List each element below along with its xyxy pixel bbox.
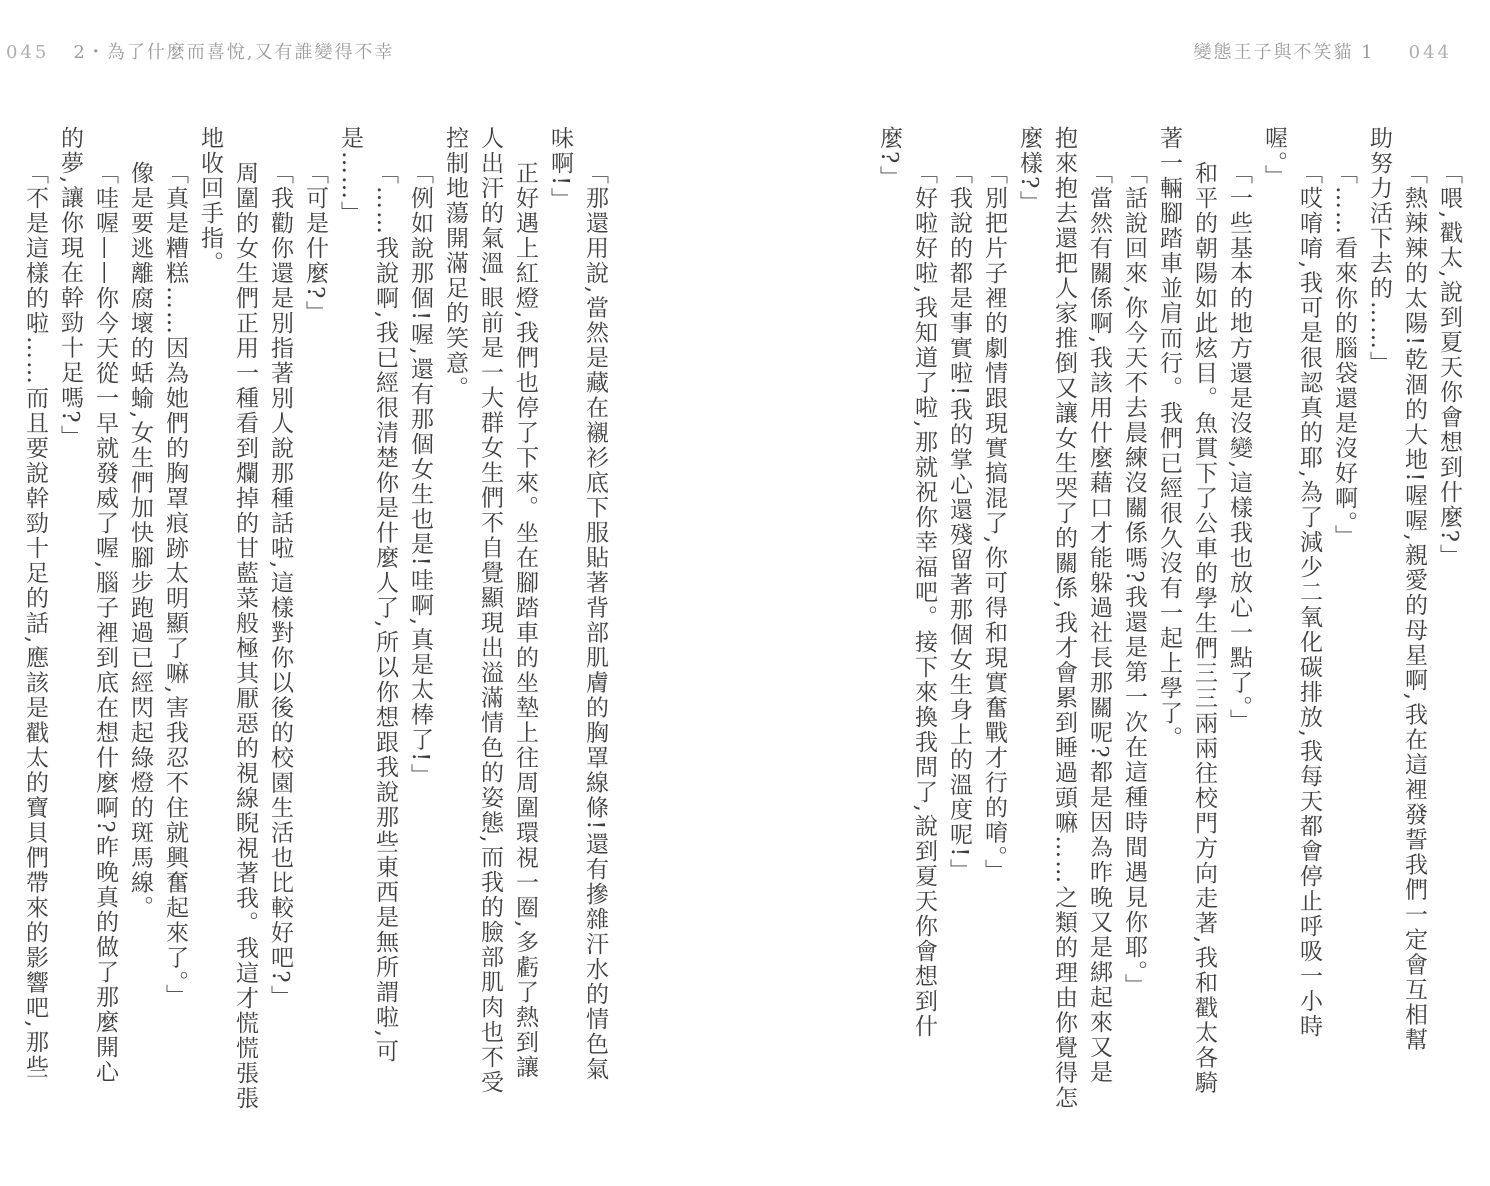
text-column: 「……我說啊,我已經很清楚你是什麼人了,所以你想跟我說那些東西是無所謂啦,可 [372,160,398,1064]
page-left-text [6,126,606,1134]
book-title: 變態王子與不笑貓 1 [1193,42,1375,63]
running-head-left [6,38,395,64]
text-column: 「不是這樣的啦……而且要說幹勁十足的話,應該是戳太的寶貝們帶來的影響吧,那些 [22,160,48,1080]
text-column: 「我說的都是事實啦!我的掌心還殘留著那個女生身上的溫度呢!」 [946,160,972,883]
text-column: 「話說回來,你今天不去晨練沒關係嗎?我還是第一次在這種時間遇見你耶。」 [1121,160,1147,998]
text-column: 「例如說那個!喔,還有那個女生也是!哇啊,真是太棒了!」 [407,160,433,788]
text-column: 人出汗的氣溫,眼前是一大群女生們不自覺顯現出溢滿情色的姿態,而我的臉部肌肉也不受 [477,126,503,1095]
text-column: 「那還用說,當然是藏在襯衫底下服貼著背部肌膚的胸罩線條!還有摻雜汗水的情色氣 [582,160,608,1082]
page-number-left: 045 [6,42,50,63]
text-column: 控制地蕩開滿足的笑意。 [442,126,468,401]
text-column: 「熱辣辣的太陽!乾涸的大地!喔喔,親愛的母星啊,我在這裡發誓我們一定會互相幫 [1401,160,1427,1052]
text-column: 地收回手指。 [197,126,223,276]
page-right-text [860,126,1460,1134]
text-column: 「當然有關係啊,我該用什麼藉口才能躲過社長那關呢?都是因為昨晚又是綁起來又是 [1086,160,1112,1085]
running-head-right [1193,38,1452,64]
text-column: 正好遇上紅燈,我們也停了下來。坐在腳踏車的坐墊上往周圍環視一圈,多虧了熱到讓 [512,160,538,1080]
text-column: 著一輛腳踏車並肩而行。我們已經很久沒有一起上學了。 [1156,126,1182,751]
text-column: 「真是糟糕……因為她們的胸罩痕跡太明顯了嘛,害我忍不住就興奮起來了。」 [162,160,188,1009]
text-column: 「哇喔——你今天從一早就發威了喔,腦子裡到底在想什麼啊?昨晚真的做了那麼開心 [92,160,118,1085]
text-column: 味啊!」 [547,126,573,213]
text-column: 是……」 [337,126,363,226]
text-column: 「一些基本的地方還是沒變,這樣我也放心一點了。」 [1226,160,1252,734]
text-column: 「別把片子裡的劇情跟現實搞混了,你可得和現實奮戰才行的唷。」 [981,160,1007,884]
text-column: 抱來抱去還把人家推倒又讓女生哭了的關係,我才會累到睡過頭嘛……之類的理由你覺得怎 [1051,126,1077,1111]
text-column: 「喂,戳太,說到夏天你會想到什麼?」 [1436,160,1462,569]
text-column: 「……看來你的腦袋還是沒好啊。」 [1331,160,1357,549]
text-column: 「哎唷唷,我可是很認真的耶,為了減少二氧化碳排放,我每天都會停止呼吸一小時 [1296,160,1322,1039]
text-column: 麼樣?」 [1016,126,1042,216]
text-column: 和平的朝陽如此炫目。魚貫下了公車的學生們三三兩兩往校門方向走著,我和戳太各騎 [1191,160,1217,1095]
text-column: 「好啦好啦,我知道了啦,那就祝你幸福吧。接下來換我問了,說到夏天你會想到什 [911,160,937,1039]
text-column: 像是要逃離腐壞的蛞蝓,女生們加快腳步跑過已經閃起綠燈的斑馬線。 [127,160,153,920]
page-number-right: 044 [1408,42,1452,63]
text-column: 助努力活下去的……」 [1366,126,1392,376]
chapter-title: 2・為了什麼而喜悅,又有誰變得不幸 [73,42,395,63]
text-column: 的夢,讓你現在幹勁十足嗎?」 [57,126,83,450]
text-column: 喔。」 [1261,126,1287,190]
text-column: 「可是什麼?」 [302,160,328,325]
text-column: 「我勸你還是別指著別人說那種話啦,這樣對你以後的校園生活也比較好吧?」 [267,160,293,1010]
text-column: 麼?」 [876,126,902,191]
text-column: 周圍的女生們正用一種看到爛掉的甘藍菜般極其厭惡的視線睨視著我。我這才慌慌張張 [232,160,258,1111]
